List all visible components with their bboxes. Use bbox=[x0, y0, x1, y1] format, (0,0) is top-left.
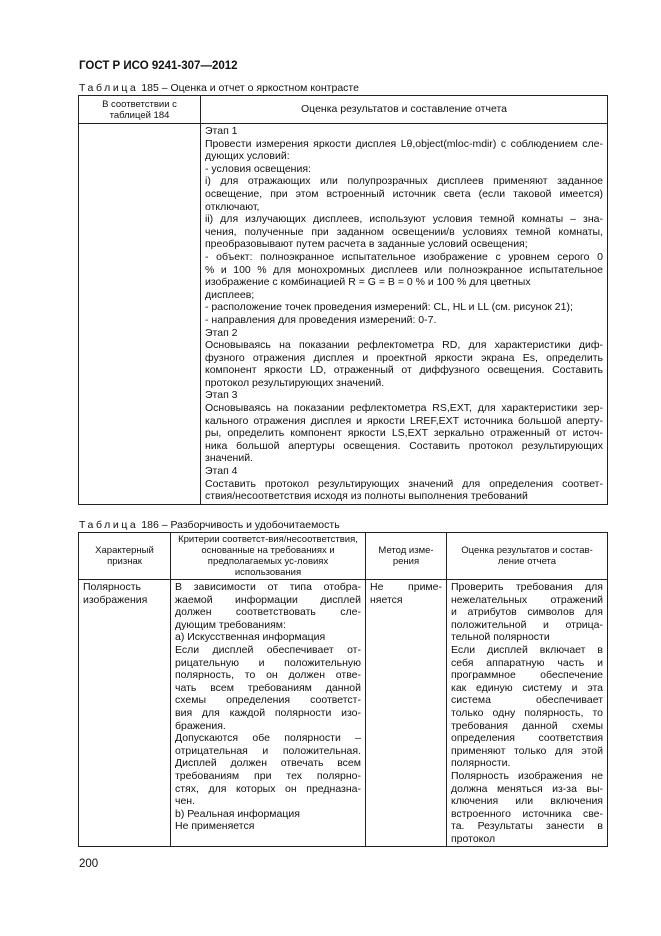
text-line: только одну полярность, то bbox=[451, 706, 603, 719]
feature-cell bbox=[79, 580, 171, 847]
text-line: Дисплей должен отвечать всем bbox=[175, 757, 361, 770]
feature-text: Полярность bbox=[83, 581, 141, 593]
text-line: и атрибутов символов для bbox=[451, 606, 603, 619]
text-line: Этап 2 bbox=[205, 326, 238, 339]
text-line: бражения. bbox=[175, 719, 226, 732]
table-186-header-evaluation: Оценка результатов и состав-ление отчета bbox=[447, 533, 608, 580]
caption-title: 186 – Разборчивость и удобочитаемость bbox=[138, 519, 340, 531]
evaluation-cell bbox=[447, 580, 608, 847]
criteria-cell bbox=[171, 580, 366, 847]
text-line: Если дисплей включает в bbox=[451, 643, 603, 656]
feature-text: изображения bbox=[83, 593, 148, 606]
text-line: положительной и отрица- bbox=[451, 618, 603, 631]
text-line: - расположение точек проведения измерений: CL, HL и LL (см. рисунок 21); bbox=[205, 301, 573, 314]
text-line: чен. bbox=[175, 795, 196, 808]
table-186-header-method: Метод изме-рения bbox=[366, 533, 447, 580]
text-line: Этап 3 bbox=[205, 389, 238, 402]
text-line: - объект: полноэкранное испытательное изображение с уровнем серого 0 bbox=[205, 250, 603, 263]
text-line: программное обеспечение bbox=[451, 669, 603, 682]
text-line: Полярность изображения не bbox=[451, 769, 603, 782]
text-line: та. Результаты занести в bbox=[451, 820, 603, 833]
text-line: преобразовывают путем расчета в заданные условий освещения; bbox=[205, 238, 528, 251]
text-line: рицательную и положительную bbox=[175, 656, 361, 669]
text-line: i) для отражающих или полупрозрачных дисплеев применяют заданное bbox=[205, 175, 603, 188]
text-line: освещение, при этом встроенный источник света (если таковой имеется) bbox=[205, 187, 603, 200]
text-line: протокол bbox=[451, 832, 496, 845]
text-line: няется bbox=[370, 593, 403, 606]
text-line: Допускаются обе полярности – bbox=[175, 732, 361, 745]
text-line: система обеспечивает bbox=[451, 694, 603, 707]
text-line: компонент яркости LD, отраженный от диффузного освещения. Составить bbox=[205, 364, 603, 377]
text-line: нежелательных отражений bbox=[451, 593, 603, 606]
table-185-caption bbox=[79, 82, 359, 94]
document-header: ГОСТ Р ИСО 9241-307—2012 bbox=[79, 60, 238, 72]
table-186-header-feature: Характерный признак bbox=[79, 533, 171, 580]
text-line: кального отражения дисплея и яркости LREF,EXT источника большой аперту- bbox=[205, 414, 603, 427]
text-line: Не приме- bbox=[370, 581, 442, 593]
text-line: отрицательная и положительная. bbox=[175, 744, 361, 757]
table-185-header-col1: В соответствии с таблицей 184 bbox=[79, 96, 201, 124]
text-line: ствия/несоответствия исходя из полноты выполнения требований bbox=[205, 490, 528, 503]
text-line: вия для каждой полярности изо- bbox=[175, 706, 361, 719]
text-line: требования данной схемы bbox=[451, 719, 603, 732]
text-line: себя аппаратную часть и bbox=[451, 656, 603, 669]
page-number: 200 bbox=[79, 858, 99, 870]
table-186 bbox=[78, 532, 608, 847]
table-185-reference-cell bbox=[79, 124, 201, 505]
text-line: дующим требованиям: bbox=[175, 618, 286, 631]
text-line: требованиям при тех полярно- bbox=[175, 769, 361, 782]
text-line: b) Реальная информация bbox=[175, 807, 300, 820]
text-line: дисплеев; bbox=[205, 288, 255, 301]
text-line: Этап 1 bbox=[205, 125, 238, 137]
text-line: % и 100 % для монохромных дисплеев или полноэкранное испытательное bbox=[205, 263, 603, 276]
text-line: - направления для проведения измерений: 0-7. bbox=[205, 313, 437, 326]
text-line: Этап 4 bbox=[205, 465, 238, 478]
caption-title: 185 – Оценка и отчет о яркостном контрасте bbox=[138, 82, 359, 94]
text-line: Если дисплей обеспечивает от- bbox=[175, 643, 361, 656]
text-line: изображение с комбинацией R = G = B = 0 % и 100 % для цветных bbox=[205, 276, 531, 289]
text-line: должен соответствовать сле- bbox=[175, 606, 361, 619]
text-line: полярности. bbox=[451, 757, 511, 770]
text-line: отключают, bbox=[205, 200, 260, 213]
text-line: встроенного источника све- bbox=[451, 807, 603, 820]
method-cell bbox=[366, 580, 447, 847]
text-line: дующих условий: bbox=[205, 150, 290, 163]
text-line: тельной полярности bbox=[451, 631, 550, 644]
text-line: В зависимости от типа отобра- bbox=[175, 581, 361, 593]
caption-label: Таблица bbox=[79, 82, 139, 94]
text-line: ключения или включения bbox=[451, 795, 603, 808]
table-186-header-criteria: Критерии соответст-вия/несоответствия, основанные на требованиях и предполагаемых ус-ловиях использования bbox=[171, 533, 366, 580]
text-line: а) Искусственная информация bbox=[175, 631, 326, 644]
text-line: Основываясь на показании рефлектометра RD, для характеристики диф- bbox=[205, 339, 603, 352]
text-line: схемы определения соответст- bbox=[175, 694, 361, 707]
text-line: жаемой информации дисплей bbox=[175, 593, 361, 606]
text-line: полярность, то он должен отве- bbox=[175, 669, 361, 682]
text-line: протокол результирующих значений. bbox=[205, 376, 385, 389]
table-185-evaluation-cell bbox=[201, 124, 608, 505]
text-line: фузного отражения дисплея и проектной яркости экрана Es, определить bbox=[205, 351, 603, 364]
text-line: Основываясь на показании рефлектометра RS,EXT, для характеристики зер- bbox=[205, 402, 603, 415]
text-line: Не применяется bbox=[175, 820, 255, 833]
text-line: как единую систему и эта bbox=[451, 681, 603, 694]
text-line: ры, определить компонент яркости LS,EXT зеркально отраженный от источ- bbox=[205, 427, 603, 440]
caption-label: Таблица bbox=[79, 519, 139, 531]
table-185 bbox=[78, 95, 608, 505]
text-line: - условия освещения: bbox=[205, 162, 311, 175]
text-line: ника большой апертуры освещения. Составить протокол результирующих bbox=[205, 439, 603, 452]
text-line: определения соответствия bbox=[451, 732, 603, 745]
text-line: чения, полученные при заданном освещении/в условиях темной комнаты, bbox=[205, 225, 603, 238]
text-line: должна меняться из-за вы- bbox=[451, 782, 603, 795]
text-line: Составить протокол результирующих значений для определения соответ- bbox=[205, 477, 603, 490]
text-line: Проверить требования для bbox=[451, 581, 603, 593]
text-line: Провести измерения яркости дисплея Lθ,object(mloc-mdir) с соблюдением сле- bbox=[205, 137, 603, 150]
text-line: чать всем требованиям данной bbox=[175, 681, 361, 694]
text-line: ii) для излучающих дисплеев, используют условия темной комнаты – зна- bbox=[205, 213, 603, 226]
text-line: значений. bbox=[205, 452, 253, 465]
text-line: стях, для которых он предназна- bbox=[175, 782, 361, 795]
text-line: применяют только для этой bbox=[451, 744, 603, 757]
table-185-header-col2: Оценка результатов и составление отчета bbox=[201, 96, 608, 124]
table-186-caption bbox=[79, 519, 340, 531]
